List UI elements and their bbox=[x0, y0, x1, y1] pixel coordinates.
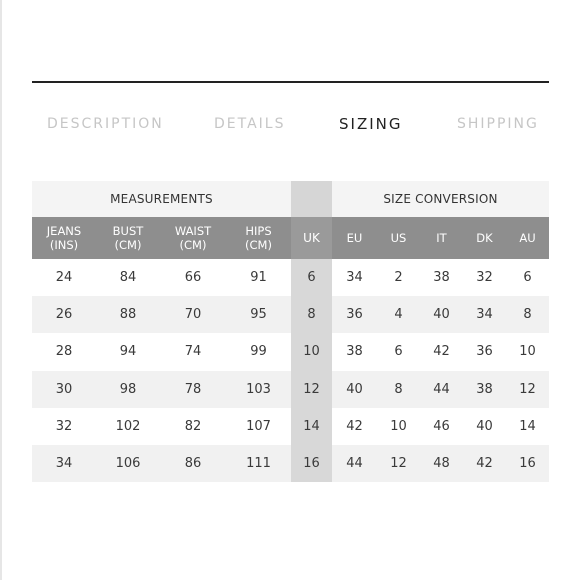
table-cell-it: 46 bbox=[433, 418, 450, 434]
table-cell-hips: 91 bbox=[250, 270, 267, 285]
table-cell-hips: 103 bbox=[246, 381, 271, 397]
table-cell-bust: 106 bbox=[115, 456, 141, 471]
table-cell-au: 14 bbox=[519, 418, 536, 434]
table-row bbox=[32, 408, 549, 445]
table-cell-eu: 38 bbox=[346, 344, 363, 360]
table-cell-hips: 99 bbox=[250, 344, 267, 360]
tab-sizing[interactable]: SIZING bbox=[339, 115, 403, 133]
table-cell-jeans: 26 bbox=[55, 307, 73, 323]
table-cell-bust: 84 bbox=[119, 270, 137, 285]
table-cell-eu: 34 bbox=[346, 270, 363, 285]
table-cell-dk: 42 bbox=[476, 456, 493, 471]
table-cell-waist: 86 bbox=[184, 456, 202, 471]
column-header-bust: BUST (CM) bbox=[112, 224, 144, 252]
table-cell-us: 10 bbox=[390, 418, 407, 434]
table-cell-uk: 14 bbox=[303, 418, 320, 434]
table-cell-uk: 16 bbox=[303, 456, 320, 471]
table-cell-bust: 98 bbox=[119, 381, 137, 397]
measurements-header: MEASUREMENTS bbox=[32, 181, 291, 217]
table-row bbox=[32, 445, 549, 482]
column-header-us: US bbox=[390, 231, 407, 245]
table-cell-bust: 88 bbox=[119, 307, 137, 323]
table-cell-hips: 107 bbox=[246, 418, 271, 434]
table-cell-jeans: 30 bbox=[55, 381, 73, 397]
table-cell-us: 6 bbox=[394, 344, 403, 360]
table-cell-jeans: 34 bbox=[55, 456, 73, 471]
table-cell-au: 6 bbox=[523, 270, 532, 285]
tab-details[interactable]: DETAILS bbox=[214, 116, 286, 132]
tab-shipping[interactable]: SHIPPING bbox=[457, 116, 539, 132]
column-header-it: IT bbox=[436, 231, 447, 245]
table-row bbox=[32, 333, 549, 370]
table-cell-waist: 82 bbox=[184, 418, 202, 434]
table-cell-dk: 36 bbox=[476, 344, 493, 360]
table-cell-it: 40 bbox=[433, 307, 450, 323]
table-cell-au: 12 bbox=[519, 381, 536, 397]
table-cell-jeans: 28 bbox=[55, 344, 73, 360]
table-cell-jeans: 24 bbox=[55, 270, 73, 285]
table-cell-hips: 111 bbox=[246, 456, 271, 471]
column-header-dk: DK bbox=[476, 231, 493, 245]
table-cell-au: 16 bbox=[519, 456, 536, 471]
table-cell-waist: 78 bbox=[184, 381, 202, 397]
column-header-hips: HIPS (CM) bbox=[245, 224, 272, 252]
table-cell-dk: 32 bbox=[476, 270, 493, 285]
table-cell-uk: 6 bbox=[307, 270, 316, 285]
table-cell-eu: 44 bbox=[346, 456, 363, 471]
table-cell-it: 42 bbox=[433, 344, 450, 360]
table-row bbox=[32, 371, 549, 408]
table-cell-us: 4 bbox=[394, 307, 403, 323]
table-cell-au: 8 bbox=[523, 307, 532, 323]
column-header-jeans: JEANS (INS) bbox=[46, 224, 82, 252]
table-cell-uk: 8 bbox=[307, 307, 316, 323]
table-cell-it: 48 bbox=[433, 456, 450, 471]
column-header-waist: WAIST (CM) bbox=[174, 224, 212, 252]
table-cell-us: 2 bbox=[394, 270, 403, 285]
column-header-eu: EU bbox=[346, 231, 363, 245]
column-header-au: AU bbox=[519, 231, 536, 245]
column-header-uk: UK bbox=[291, 217, 332, 259]
table-cell-dk: 34 bbox=[476, 307, 493, 323]
table-cell-bust: 94 bbox=[119, 344, 137, 360]
tab-description[interactable]: DESCRIPTION bbox=[47, 116, 164, 132]
table-cell-waist: 70 bbox=[184, 307, 202, 323]
table-cell-dk: 40 bbox=[476, 418, 493, 434]
top-divider bbox=[32, 81, 549, 83]
table-row bbox=[32, 259, 549, 296]
table-cell-us: 12 bbox=[390, 456, 407, 471]
uk-band-header bbox=[291, 181, 332, 217]
table-cell-us: 8 bbox=[394, 381, 403, 397]
table-cell-bust: 102 bbox=[115, 418, 141, 434]
table-cell-eu: 42 bbox=[346, 418, 363, 434]
table-cell-it: 38 bbox=[433, 270, 450, 285]
table-row bbox=[32, 296, 549, 333]
table-cell-it: 44 bbox=[433, 381, 450, 397]
size-conversion-header: SIZE CONVERSION bbox=[332, 181, 549, 217]
table-cell-hips: 95 bbox=[250, 307, 267, 323]
table-cell-uk: 10 bbox=[303, 344, 320, 360]
size-chart-table bbox=[32, 181, 549, 482]
page-frame-edge bbox=[0, 0, 2, 580]
table-cell-au: 10 bbox=[519, 344, 536, 360]
table-cell-uk: 12 bbox=[303, 381, 320, 397]
table-cell-waist: 74 bbox=[184, 344, 202, 360]
table-cell-eu: 40 bbox=[346, 381, 363, 397]
product-tabs bbox=[32, 112, 549, 140]
table-cell-eu: 36 bbox=[346, 307, 363, 323]
table-cell-dk: 38 bbox=[476, 381, 493, 397]
table-cell-jeans: 32 bbox=[55, 418, 73, 434]
table-cell-waist: 66 bbox=[184, 270, 202, 285]
